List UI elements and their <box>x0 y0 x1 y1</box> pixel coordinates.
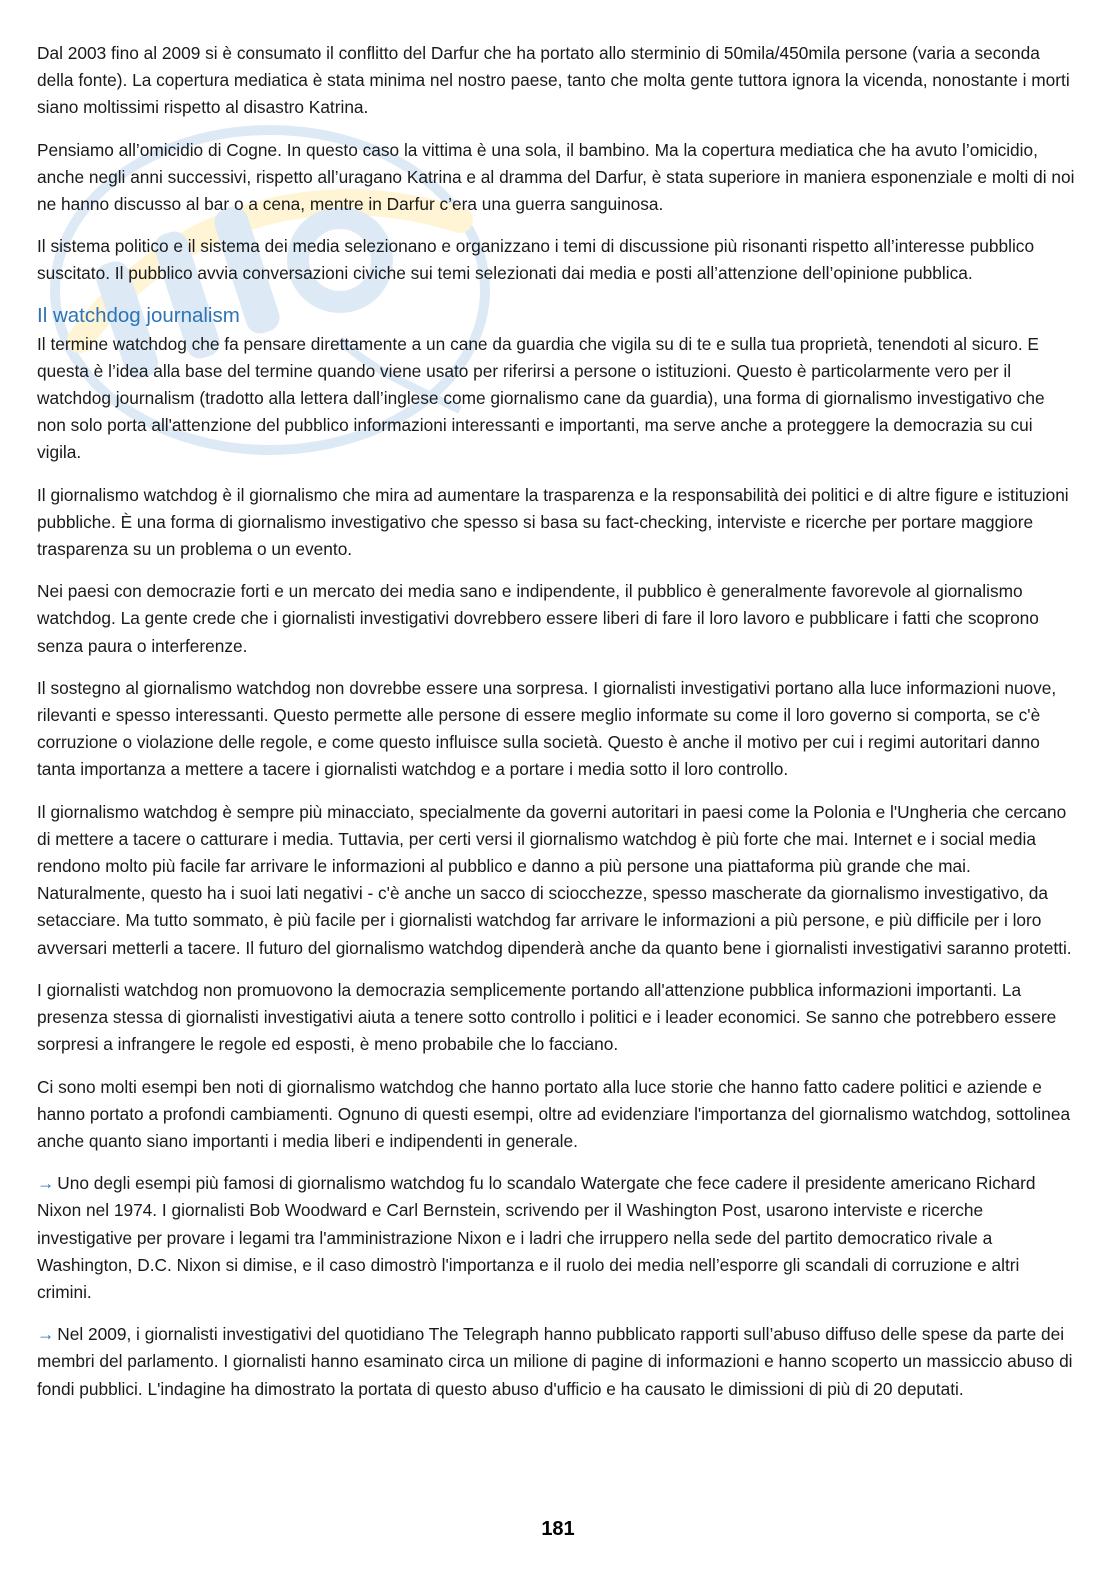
paragraph-democracy-control: I giornalisti watchdog non promuovono la democrazia semplicemente portando all'attenzione pubblica informazioni importanti. La presenza stessa di giornalisti investigativi aiuta a tenere sotto controllo i politici e i leader economici. Se sanno che potrebbero essere sorpresi a infrangere le regole ed esposti, è meno probabile che lo facciano. <box>37 979 1057 1055</box>
paragraph-support: Il sostegno al giornalismo watchdog non dovrebbe essere una sorpresa. I giornalisti investigativi portano alla luce informazioni nuove, rilevanti e spesso interessanti. Questo permette alle persone di essere meglio informate su come il loro governo si comporta, se c'è corruzione o violazione delle regole, e come questo influisce sulla società. Questo è anche il motivo per cui i regimi autoritari danno tanta importanza a mettere a tacere i giornalisti watchdog e a portare i media sotto il loro controllo. <box>37 677 1057 780</box>
example-watergate-text: Uno degli esempi più famosi di giornalismo watchdog fu lo scandalo Watergate che fece cadere il presidente americano Richard Nixon nel 1974. I giornalisti Bob Woodward e Carl Bernstein, scrivendo per il Washington Post, usarono interviste e ricerche investigative per provare i legami tra l'amministrazione Nixon e i ladri che irruppero nella sede del partito democratico rivale a Washington, D.C. Nixon si dimise, e il caso dimostrò l'importanza e il ruolo dei media nell’esporre gli scandali di corruzione e altri crimini. <box>37 1173 1036 1302</box>
paragraph-democracies: Nei paesi con democrazie forti e un mercato dei media sano e indipendente, il pubblico è generalmente favorevole al giornalismo watchdog. La gente crede che i giornalisti investigativi dovrebbero essere liberi di fare il loro lavoro e pubblicare i fatti che scoprono senza paura o interferenze. <box>37 581 1039 656</box>
paragraph-threats: Il giornalismo watchdog è sempre più minacciato, specialmente da governi autoritari in paesi come la Polonia e l'Ungheria che cercano di mettere a tacere o catturare i media. Tuttavia, per certi versi il giornalismo watchdog è più forte che mai. Internet e i social media rendono molto più facile far arrivare le informazioni al pubblico e danno a più persone una piattaforma più grande che mai. Naturalmente, questo ha i suoi lati negativi - c'è anche un sacco di sciocchezze, spesso mascherate da giornalismo investigativo, da setacciare. Ma tutto sommato, è più facile per i giornalisti watchdog far arrivare le informazioni a più persone, e più difficile per i loro avversari metterli a tacere. Il futuro del giornalismo watchdog dipenderà anche da quanto bene i giornalisti investigativi saranno protetti. <box>37 801 1072 958</box>
arrow-right-icon: → <box>37 1173 55 1194</box>
paragraph-darfur: Dal 2003 fino al 2009 si è consumato il conflitto del Darfur che ha portato allo sterminio di 50mila/450mila persone (varia a seconda della fonte). La copertura mediatica è stata minima nel nostro paese, tanto che molta gente tuttora ignora la vicenda, nonostante i morti siano moltissimi rispetto al disastro Katrina. <box>37 43 1070 118</box>
page-number: 181 <box>541 1518 575 1540</box>
arrow-right-icon: → <box>37 1324 55 1345</box>
paragraph-watchdog-term: Il termine watchdog che fa pensare direttamente a un cane da guardia che vigila su di te e sulla tua proprietà, tenendoti al sicuro. E questa è l’idea alla base del termine quando viene usato per riferirsi a persone o istituzioni. Questo è particolarmente vero per il watchdog journalism (tradotto alla lettera dall’inglese come giornalismo cane da guardia), una forma di giornalismo investigativo che non solo porta all'attenzione del pubblico informazioni interessanti e importanti, ma serve anche a proteggere la democrazia su cui vigila. <box>37 333 1045 463</box>
paragraph-watchdog-definition: Il giornalismo watchdog è il giornalismo che mira ad aumentare la trasparenza e la responsabilità dei politici e di altre figure e istituzioni pubbliche. È una forma di giornalismo investigativo che spesso si basa su fact-checking, interviste e ricerche per portare maggiore trasparenza su un problema o un evento. <box>37 484 1069 560</box>
example-watergate <box>37 1170 1077 1306</box>
paragraph-examples-intro: Ci sono molti esempi ben noti di giornalismo watchdog che hanno portato alla luce storie che hanno fatto cadere politici e aziende e hanno portato a profondi cambiamenti. Ognuno di questi esempi, oltre ad evidenziare l'importanza del giornalismo watchdog, sottolinea anche quanto siano importanti i media liberi e indipendenti in generale. <box>37 1076 1071 1151</box>
example-telegraph-text: Nel 2009, i giornalisti investigativi del quotidiano The Telegraph hanno pubblicato rapporti sull’abuso diffuso delle spese da parte dei membri del parlamento. I giornalisti hanno esaminato circa un milione di pagine di informazioni e hanno scoperto un massiccio abuso di fondi pubblici. L'indagine ha dimostrato la portata di questo abuso d'ufficio e ha causato le dimissioni di più di 20 deputati. <box>37 1324 1073 1399</box>
paragraph-media-system: Il sistema politico e il sistema dei media selezionano e organizzano i temi di discussione più risonanti rispetto all’interesse pubblico suscitato. Il pubblico avvia conversazioni civiche sui temi selezionati dai media e posti all’attenzione dell’opinione pubblica. <box>37 236 1035 284</box>
example-telegraph <box>37 1321 1077 1403</box>
document-page <box>37 40 1077 1418</box>
paragraph-cogne: Pensiamo all’omicidio di Cogne. In questo caso la vittima è una sola, il bambino. Ma la copertura mediatica che ha avuto l’omicidio, anche negli anni successivi, rispetto all’uragano Katrina e al dramma del Darfur, è stata superiore in maniera esponenziale e molti di noi ne hanno discusso al bar o a cena, mentre in Darfur c’era una guerra sanguinosa. <box>37 139 1075 215</box>
section-heading: Il watchdog journalism <box>37 303 240 327</box>
